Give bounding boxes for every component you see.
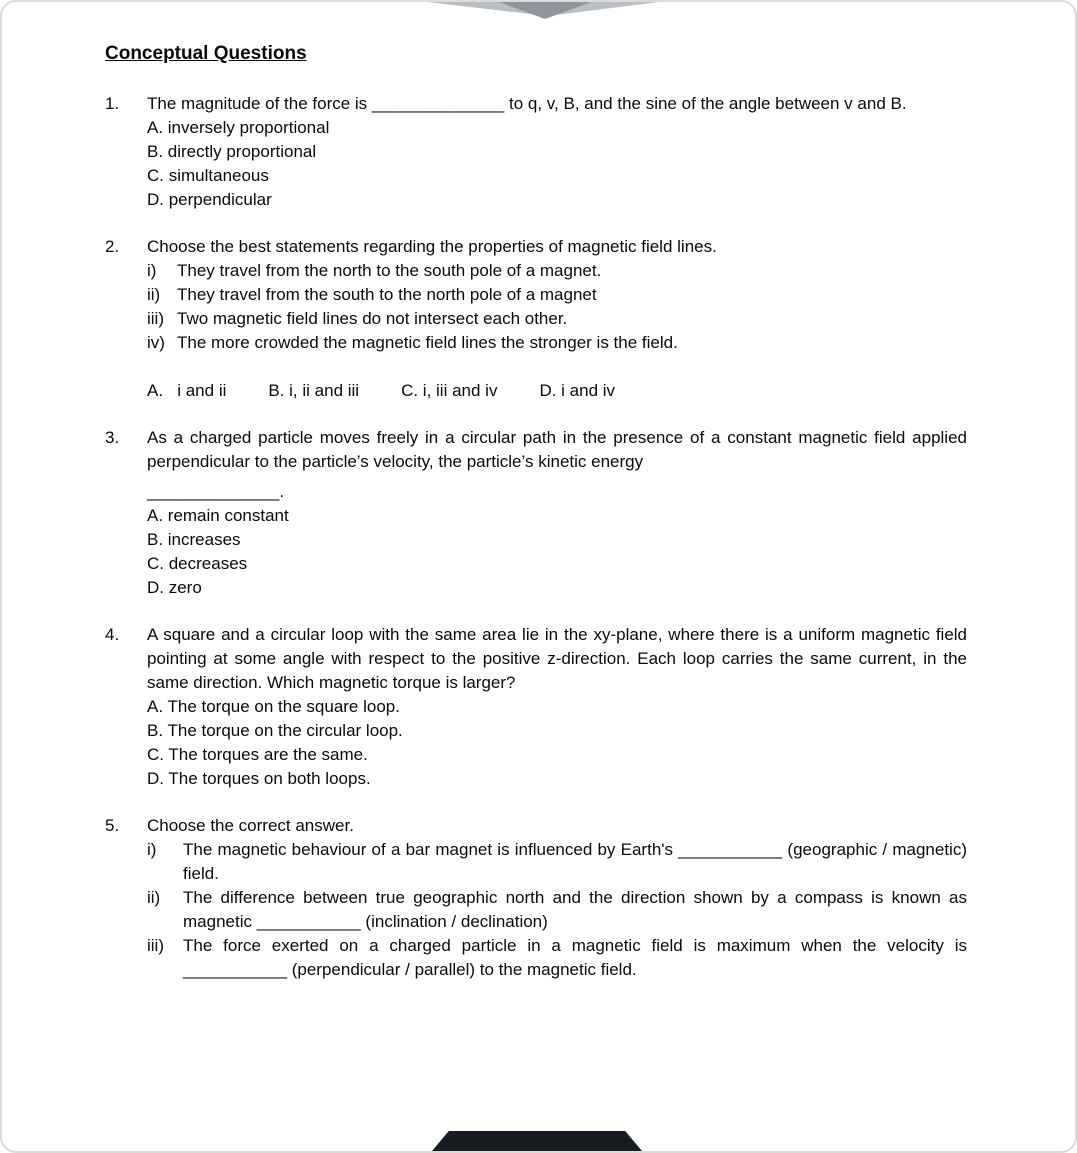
question-4-options xyxy=(147,695,967,791)
page-content xyxy=(105,42,967,1005)
statement-i-text: They travel from the north to the south pole of a magnet. xyxy=(177,261,602,280)
subquestion-i xyxy=(147,838,967,886)
option-d: D. zero xyxy=(147,578,202,597)
option-d: D. perpendicular xyxy=(147,190,272,209)
answer-a: A. i and ii xyxy=(147,381,227,400)
question-2-answer-row xyxy=(147,379,967,403)
statement-i xyxy=(147,259,967,283)
subquestion-iii-text: The force exerted on a charged particle in a magnetic field is maximum when the velocity is ___________ (perpendicular / parallel) to the magnetic field. xyxy=(183,936,967,979)
option-c: C. simultaneous xyxy=(147,166,269,185)
question-2-number: 2. xyxy=(105,237,120,256)
question-3 xyxy=(105,426,967,600)
option-b: B. increases xyxy=(147,530,241,549)
question-2-statements xyxy=(147,259,967,355)
question-5-number: 5. xyxy=(105,816,120,835)
question-3-options xyxy=(147,504,967,600)
statement-i-marker: i) xyxy=(147,261,157,280)
statement-iii xyxy=(147,307,967,331)
answer-c: C. i, iii and iv xyxy=(401,381,498,400)
question-5 xyxy=(105,814,967,982)
statement-iv xyxy=(147,331,967,355)
statement-ii-marker: ii) xyxy=(147,285,161,304)
option-c: C. decreases xyxy=(147,554,248,573)
question-5-text: Choose the correct answer. xyxy=(147,816,354,835)
subquestion-iii-marker: iii) xyxy=(147,936,164,955)
option-b: B. directly proportional xyxy=(147,142,317,161)
question-4-number: 4. xyxy=(105,625,120,644)
subquestion-ii-text: The difference between true geographic north and the direction shown by a compass is known as magnetic ___________ (inclination / declination) xyxy=(183,888,967,931)
question-1 xyxy=(105,92,967,212)
option-b: B. The torque on the circular loop. xyxy=(147,721,403,740)
question-2-text: Choose the best statements regarding the properties of magnetic field lines. xyxy=(147,237,717,256)
question-3-number: 3. xyxy=(105,428,120,447)
statement-iv-marker: iv) xyxy=(147,333,165,352)
statement-ii-text: They travel from the south to the north pole of a magnet xyxy=(177,285,597,304)
option-a: A. The torque on the square loop. xyxy=(147,697,400,716)
subquestion-ii-marker: ii) xyxy=(147,888,161,907)
question-2 xyxy=(105,235,967,403)
scan-artifact-bottom xyxy=(432,1131,642,1151)
question-5-subquestions xyxy=(147,838,967,982)
question-1-number: 1. xyxy=(105,94,120,113)
question-1-options xyxy=(147,116,967,212)
page-title: Conceptual Questions xyxy=(105,43,307,64)
option-d: D. The torques on both loops. xyxy=(147,769,371,788)
subquestion-ii xyxy=(147,886,967,934)
question-4-text: A square and a circular loop with the same area lie in the xy-plane, where there is a uniform magnetic field pointing at some angle with respect to the positive z-direction. Each loop carries the same current, in the same direction. Which magnetic torque is larger? xyxy=(147,625,967,692)
subquestion-i-text: The magnetic behaviour of a bar magnet is influenced by Earth's ___________ (geographic / magnetic) field. xyxy=(183,840,967,883)
subquestion-i-marker: i) xyxy=(147,840,157,859)
option-a: A. inversely proportional xyxy=(147,118,330,137)
option-a: A. remain constant xyxy=(147,506,289,525)
statement-iv-text: The more crowded the magnetic field lines the stronger is the field. xyxy=(177,333,678,352)
question-3-text: As a charged particle moves freely in a circular path in the presence of a constant magnetic field applied perpendicular to the particle’s velocity, the particle’s kinetic energy xyxy=(147,428,967,471)
answer-d: D. i and iv xyxy=(539,381,616,400)
statement-iii-text: Two magnetic field lines do not intersect each other. xyxy=(177,309,568,328)
question-4 xyxy=(105,623,967,791)
question-3-blank: ______________. xyxy=(147,482,285,501)
option-c: C. The torques are the same. xyxy=(147,745,368,764)
question-1-text: The magnitude of the force is ______________ to q, v, B, and the sine of the angle between v and B. xyxy=(147,94,907,113)
statement-iii-marker: iii) xyxy=(147,309,164,328)
subquestion-iii xyxy=(147,934,967,982)
statement-ii xyxy=(147,283,967,307)
answer-b: B. i, ii and iii xyxy=(268,381,360,400)
